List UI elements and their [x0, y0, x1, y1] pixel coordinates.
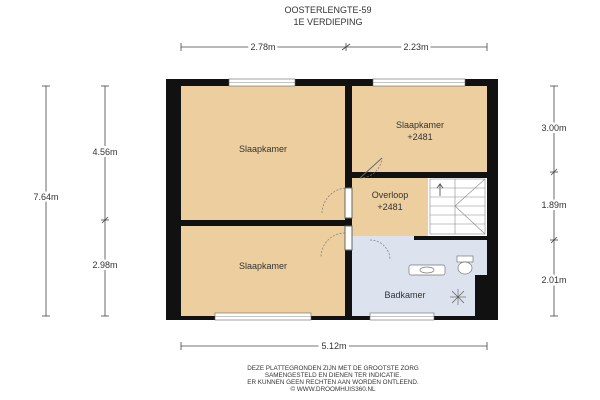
disclaimer-line-1: DEZE PLATTEGRONDEN ZIJN MET DE GROOTSTE ZORG [247, 365, 419, 372]
badkamer-floor [352, 240, 487, 316]
slaapkamer-bottom-floor [181, 226, 345, 316]
room-label-slaapkamer-bottom: Slaapkamer [238, 261, 288, 271]
disclaimer-line-2: SAMENGESTELD EN DIENEN TER INDICATIE. [264, 372, 402, 379]
dim-top-right: 2.23m [403, 42, 429, 52]
badkamer-corner-wall [475, 275, 487, 316]
staircase [430, 179, 485, 234]
dim-left-lower: 2.98m [92, 260, 118, 270]
dim-top-left: 2.78m [250, 42, 276, 52]
dim-right-upper: 3.00m [541, 123, 567, 133]
plan-title-floor: 1E VERDIEPING [293, 17, 363, 27]
light-fixture-icon [450, 289, 466, 305]
stair-wall [414, 236, 487, 240]
dim-bottom: 5.12m [321, 341, 347, 351]
room-label-overloop: Overloop [371, 190, 409, 200]
plan-title-address: OOSTERLENGTE-59 [284, 5, 372, 15]
top-dimension-line [181, 43, 487, 51]
disclaimer-line-3: ER KUNNEN GEEN RECHTEN AAN WORDEN ONTLEEND. [247, 379, 419, 386]
room-level-overloop: +2481 [377, 202, 403, 212]
room-label-badkamer: Badkamer [384, 290, 426, 300]
dim-right-middle: 1.89m [541, 200, 567, 210]
disclaimer-line-4: © WWW.DROOMHUIS360.NL [290, 386, 376, 393]
bathroom-shaft [352, 236, 414, 240]
room-label-slaapkamer-front: Slaapkamer [395, 120, 445, 130]
room-label-slaapkamer-large: Slaapkamer [238, 144, 288, 154]
dim-right-lower: 2.01m [541, 275, 567, 285]
dim-left-upper: 4.56m [92, 147, 118, 157]
dim-left-total: 7.64m [33, 192, 59, 202]
room-level-slaapkamer-front: +2481 [407, 132, 433, 142]
